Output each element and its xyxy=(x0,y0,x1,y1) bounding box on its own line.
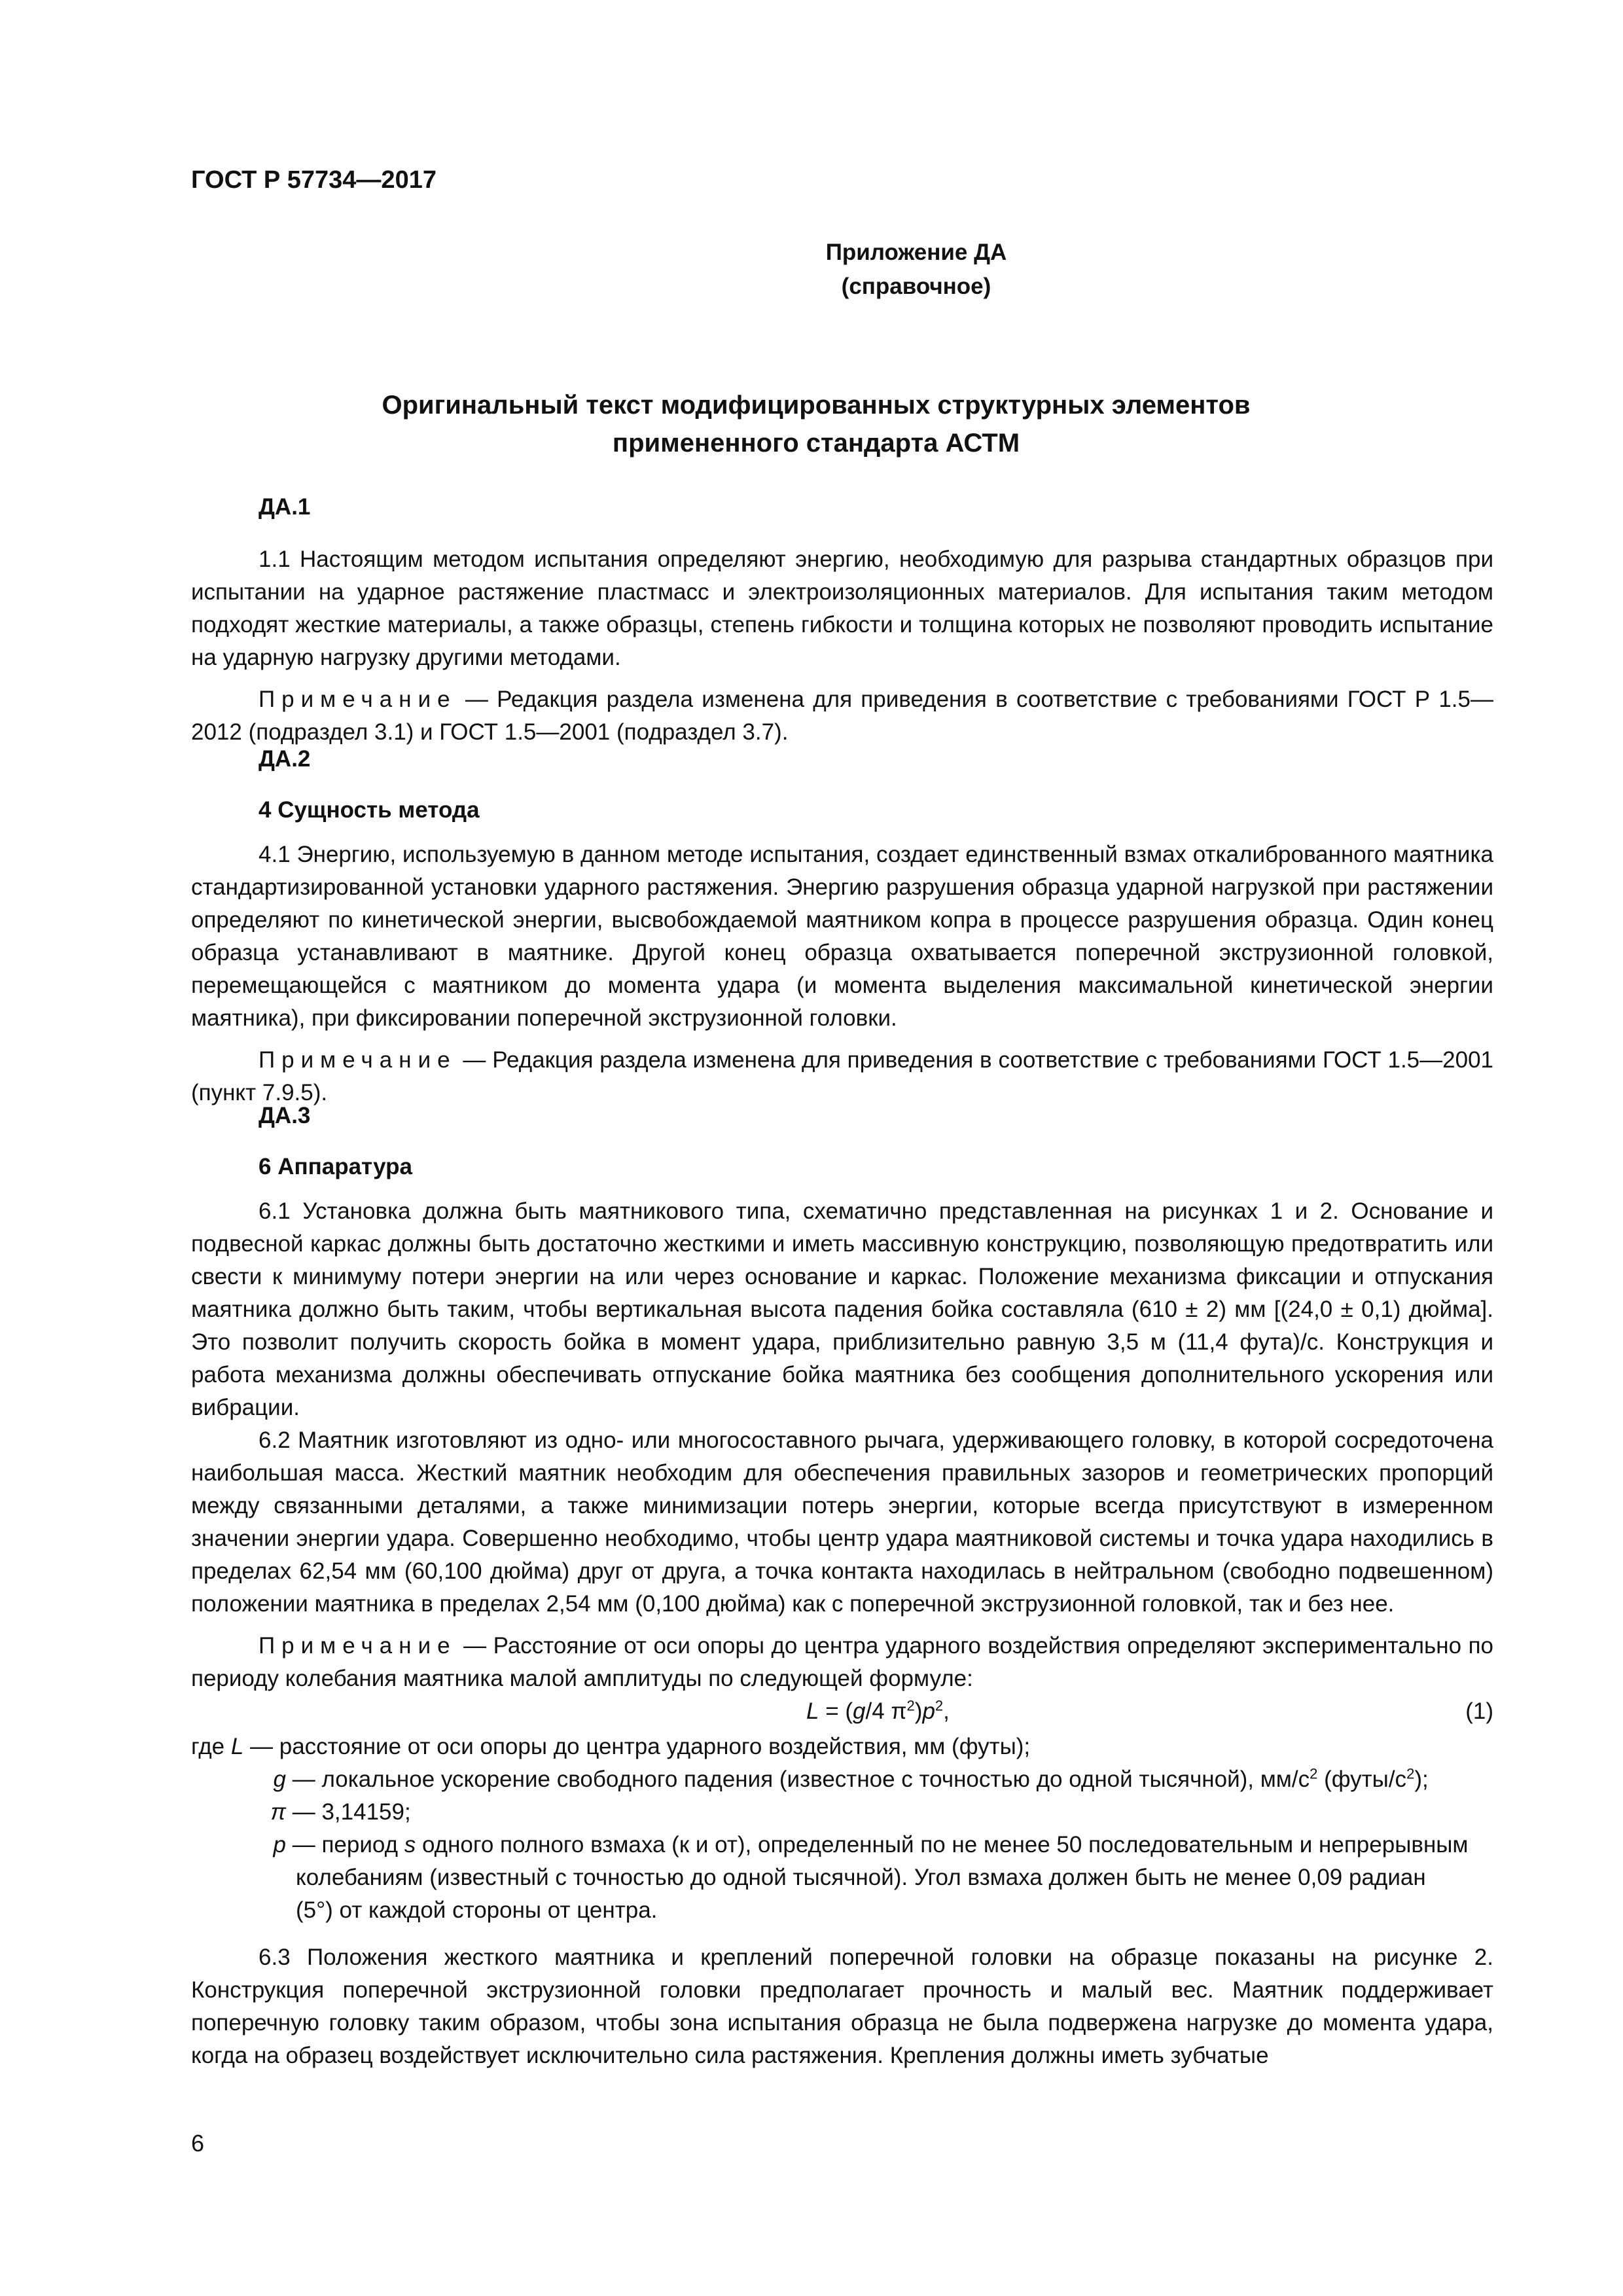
section-heading: ДА.1 xyxy=(259,494,311,520)
note-text: — Расстояние от оси опоры до центра ударного воздействия определяют экспериментально по периоду колебания маятника малой амплитуды по следующей формуле: xyxy=(191,1633,1493,1691)
note-paragraph xyxy=(191,1630,1493,1695)
section-heading: ДА.2 xyxy=(259,746,311,772)
formula-number: (1) xyxy=(1465,1698,1493,1724)
note-paragraph xyxy=(191,683,1493,749)
paragraph: 1.1 Настоящим методом испытания определяют энергию, необходимую для разрыва стандартных образцов при испытании на ударное растяжение пластмасс и электроизоляционных материалов. Для испытания таким методом подходят жесткие материалы, а также образцы, степень гибкости и толщина которых не позволяют проводить испытание на ударную нагрузку другими методами. xyxy=(191,547,1493,670)
page-number: 6 xyxy=(191,2130,205,2157)
definition-item: p — период s одного полного взмаха (к и от), определенный по не менее 50 последовательным и непрерывным xyxy=(273,1832,1469,1857)
section-title: 4 Сущность метода xyxy=(259,797,480,823)
annex-kind: (справочное) xyxy=(841,274,991,299)
definition-item: где L — расстояние от оси опоры до центра ударного воздействия, мм (футы); xyxy=(191,1734,1031,1759)
formula: L = (g/4 $\pi^2)p^2$, xyxy=(806,1697,950,1724)
definition-continuation: колебаниям (известный с точностью до одной тысячной). Угол взмаха должен быть не менее 0,09 радиан xyxy=(296,1865,1426,1890)
annex-title: Приложение ДА xyxy=(825,240,1007,265)
document-title-line1: Оригинальный текст модифицированных структурных элементов xyxy=(382,391,1251,420)
note-text: — Редакция раздела изменена для приведения в соответствие с требованиями ГОСТ 1.5—2001 (пункт 7.9.5). xyxy=(191,1047,1493,1105)
formula-row xyxy=(191,1695,1493,1731)
standard-code: ГОСТ Р 57734—2017 xyxy=(191,166,437,194)
section-da3 xyxy=(191,1100,1493,2072)
note-text: — Редакция раздела изменена для приведения в соответствие с требованиями ГОСТ Р 1.5—2012 (подраздел 3.1) и ГОСТ 1.5—2001 (подраздел 3.7). xyxy=(191,687,1493,745)
paragraph: 6.1 Установка должна быть маятникового типа, схематично представленная на рисунках 1 и 2. Основание и подвесной каркас должны быть достаточно жесткими и иметь массивную конструкцию, позволяющую предотвратить или свести к минимуму потери энергии на или через основание и каркас. Положение механизма фиксации и отпускания маятника должно быть таким, чтобы вертикальная высота падения бойка составляла (610 ± 2) мм [(24,0 ± 0,1) дюйма]. Это позволит получить скорость бойка в момент удара, приблизительно равную 3,5 м (11,4 фута)/с. Конструкция и работа механизма должны обеспечивать отпускание бойка маятника без сообщения дополнительного ускорения или вибрации. xyxy=(191,1198,1493,1420)
note-label: Примечание xyxy=(259,1047,457,1073)
definition-item: g — локальное ускорение свободного падения (известное с точностью до одной тысячной), $мм/с^2$ $(футы/с^2)$; xyxy=(273,1765,1429,1792)
paragraph: 4.1 Энергию, используемую в данном методе испытания, создает единственный взмах откалиброванного маятника стандартизированной установки ударного растяжения. Энергию разрушения образца ударной нагрузкой при растяжении определяют по кинетической энергии, высвобождаемой маятником копра в процессе разрушения образца. Один конец образца устанавливают в маятнике. Другой конец образца охватывается поперечной экструзионной головкой, перемещающейся с маятником до момента удара (и момента выделения максимальной кинетической энергии маятника), при фиксировании поперечной экструзионной головки. xyxy=(191,842,1493,1031)
paragraph: 6.3 Положения жесткого маятника и креплений поперечной головки на образце показаны на рисунке 2. Конструкция поперечной экструзионной головки предполагает прочность и малый вес. Маятник поддерживает поперечную головку таким образом, чтобы зона испытания образца не была подвержена нагрузке до момента удара, когда на образец воздействует исключительно сила растяжения. Крепления должны иметь зубчатые xyxy=(191,1945,1493,2068)
document-title-line2: примененного стандарта АСТМ xyxy=(612,429,1020,457)
section-title: 6 Аппаратура xyxy=(259,1154,412,1179)
section-da1 xyxy=(191,491,1493,749)
section-heading: ДА.3 xyxy=(259,1103,311,1128)
definition-item: π — 3,14159; xyxy=(270,1799,411,1825)
note-label: Примечание xyxy=(259,687,457,712)
paragraph: 6.2 Маятник изготовляют из одно- или многосоставного рычага, удерживающего головку, в которой сосредоточена наибольшая масса. Жесткий маятник необходим для обеспечения правильных зазоров и геометрических пропорций между связанными деталями, а также минимизации потерь энергии, которые всегда присутствуют в измеренном значении энергии удара. Совершенно необходимо, чтобы центр удара маятниковой системы и точка удара находились в пределах 62,54 мм (60,100 дюйма) друг от друга, а точка контакта находилась в нейтральном (свободно подвешенном) положении маятника в пределах 2,54 мм (0,100 дюйма) как с поперечной экструзионной головкой, так и без нее. xyxy=(191,1427,1493,1617)
note-label: Примечание xyxy=(259,1633,457,1659)
section-da2 xyxy=(191,743,1493,1109)
definition-continuation: (5°) от каждой стороны от центра. xyxy=(296,1897,658,1923)
